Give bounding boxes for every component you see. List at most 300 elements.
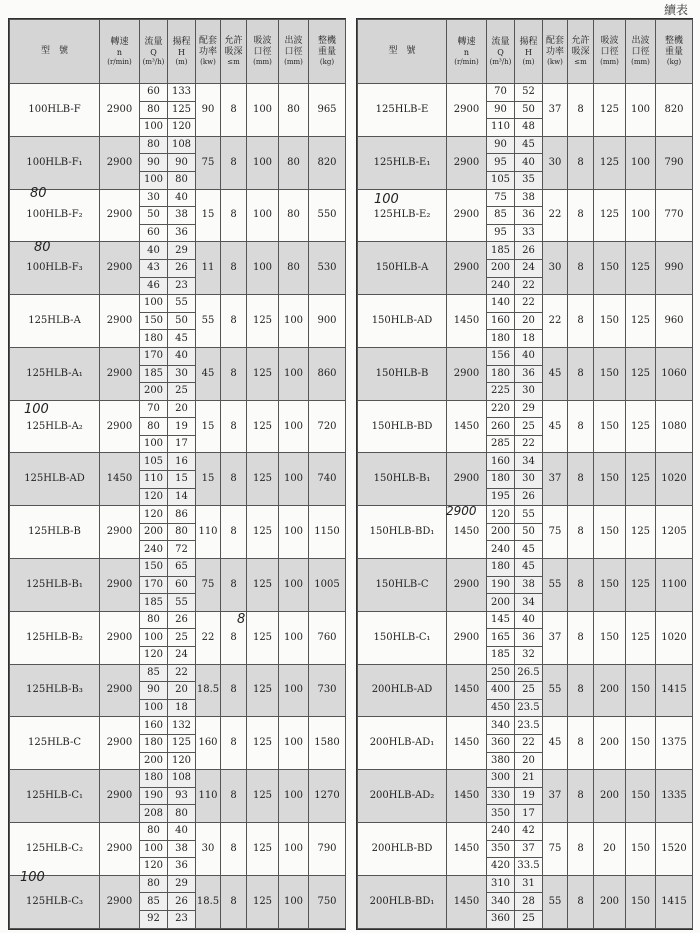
- head-cell: 120: [168, 752, 196, 770]
- outlet-cell: 100: [279, 347, 309, 400]
- head-cell: 60: [168, 576, 196, 594]
- flow-cell: 300: [487, 770, 515, 788]
- inlet-cell: 125: [247, 664, 279, 717]
- flow-cell: 200: [140, 752, 168, 770]
- speed-cell: 1450: [447, 506, 487, 559]
- inlet-cell: 125: [247, 453, 279, 506]
- model-cell: 125HLB-C₁: [10, 770, 100, 823]
- flow-cell: 100: [140, 119, 168, 137]
- inlet-cell: 150: [594, 506, 626, 559]
- header-power: 配套 功率 (kw): [543, 20, 568, 84]
- head-cell: 34: [515, 453, 543, 471]
- table-row: [358, 717, 693, 735]
- speed-cell: 2900: [100, 347, 140, 400]
- suction-cell: 8: [221, 611, 247, 664]
- head-cell: 45: [515, 541, 543, 559]
- outlet-cell: 150: [626, 664, 656, 717]
- inlet-cell: 100: [247, 242, 279, 295]
- inlet-cell: 125: [247, 770, 279, 823]
- header-suction: 允許 吸深 ≤m: [568, 20, 594, 84]
- suction-cell: 8: [221, 770, 247, 823]
- power-cell: 37: [543, 84, 568, 137]
- flow-cell: 46: [140, 277, 168, 295]
- header-suction: 允許 吸深 ≤m: [221, 20, 247, 84]
- flow-cell: 95: [487, 154, 515, 172]
- power-cell: 75: [196, 559, 221, 612]
- speed-cell: 2900: [447, 189, 487, 242]
- head-cell: 23: [168, 277, 196, 295]
- outlet-cell: 80: [279, 242, 309, 295]
- speed-cell: 2900: [447, 242, 487, 295]
- flow-cell: 80: [140, 418, 168, 436]
- head-cell: 125: [168, 101, 196, 119]
- handwritten-note-f2: 80: [30, 186, 47, 201]
- flow-cell: 310: [487, 875, 515, 893]
- head-cell: 25: [168, 629, 196, 647]
- table-row: [10, 770, 346, 788]
- speed-cell: 2900: [100, 84, 140, 137]
- power-cell: 110: [196, 770, 221, 823]
- head-cell: 21: [515, 770, 543, 788]
- power-cell: 30: [543, 136, 568, 189]
- table-row: [10, 453, 346, 471]
- head-cell: 29: [515, 400, 543, 418]
- flow-cell: 185: [140, 594, 168, 612]
- power-cell: 18.5: [196, 664, 221, 717]
- head-cell: 22: [515, 734, 543, 752]
- weight-cell: 1150: [309, 506, 346, 559]
- model-cell: 125HLB-C₂: [10, 822, 100, 875]
- flow-cell: 420: [487, 858, 515, 876]
- flow-cell: 90: [140, 154, 168, 172]
- header-model: 型 號: [10, 20, 100, 84]
- outlet-cell: 80: [279, 136, 309, 189]
- header-power: 配套 功率 (kw): [196, 20, 221, 84]
- flow-cell: 185: [487, 242, 515, 260]
- head-cell: 50: [515, 523, 543, 541]
- weight-cell: 790: [656, 136, 693, 189]
- head-cell: 17: [168, 435, 196, 453]
- speed-cell: 1450: [447, 400, 487, 453]
- flow-cell: 80: [140, 136, 168, 154]
- power-cell: 75: [543, 822, 568, 875]
- head-cell: 29: [168, 875, 196, 893]
- weight-cell: 1520: [656, 822, 693, 875]
- model-cell: 200HLB-BD: [358, 822, 447, 875]
- power-cell: 90: [196, 84, 221, 137]
- flow-cell: 450: [487, 699, 515, 717]
- power-cell: 45: [543, 347, 568, 400]
- model-cell: 200HLB-AD: [358, 664, 447, 717]
- head-cell: 36: [168, 858, 196, 876]
- head-cell: 22: [515, 277, 543, 295]
- suction-cell: 8: [221, 242, 247, 295]
- flow-cell: 120: [140, 647, 168, 665]
- weight-cell: 1375: [656, 717, 693, 770]
- speed-cell: 2900: [447, 136, 487, 189]
- weight-cell: 820: [656, 84, 693, 137]
- flow-cell: 180: [140, 330, 168, 348]
- flow-cell: 180: [487, 330, 515, 348]
- power-cell: 110: [196, 506, 221, 559]
- head-cell: 14: [168, 488, 196, 506]
- head-cell: 17: [515, 805, 543, 823]
- head-cell: 80: [168, 523, 196, 541]
- head-cell: 24: [168, 647, 196, 665]
- outlet-cell: 125: [626, 453, 656, 506]
- power-cell: 75: [543, 506, 568, 559]
- flow-cell: 150: [140, 559, 168, 577]
- inlet-cell: 125: [247, 717, 279, 770]
- outlet-cell: 80: [279, 84, 309, 137]
- model-cell: 100HLB-F₁: [10, 136, 100, 189]
- header-weight: 整機 重量 (kg): [309, 20, 346, 84]
- table-row: [358, 400, 693, 418]
- outlet-cell: 125: [626, 242, 656, 295]
- head-cell: 55: [168, 594, 196, 612]
- head-cell: 40: [515, 347, 543, 365]
- flow-cell: 165: [487, 629, 515, 647]
- header-row: [10, 20, 346, 84]
- head-cell: 40: [168, 347, 196, 365]
- power-cell: 15: [196, 453, 221, 506]
- power-cell: 11: [196, 242, 221, 295]
- model-cell: 150HLB-B: [358, 347, 447, 400]
- head-cell: 125: [168, 734, 196, 752]
- pump-spec-table-right: [357, 19, 693, 929]
- suction-cell: 8: [221, 295, 247, 348]
- flow-cell: 85: [487, 207, 515, 225]
- head-cell: 65: [168, 559, 196, 577]
- speed-cell: 2900: [100, 664, 140, 717]
- head-cell: 18: [515, 330, 543, 348]
- table-row: [358, 875, 693, 893]
- inlet-cell: 150: [594, 347, 626, 400]
- head-cell: 19: [515, 787, 543, 805]
- table-row: [10, 136, 346, 154]
- inlet-cell: 100: [247, 84, 279, 137]
- flow-cell: 80: [140, 875, 168, 893]
- table-row: [10, 506, 346, 524]
- power-cell: 22: [543, 295, 568, 348]
- head-cell: 20: [168, 400, 196, 418]
- weight-cell: 1060: [656, 347, 693, 400]
- model-cell: 125HLB-A₂: [10, 400, 100, 453]
- table-row: [10, 875, 346, 893]
- header-row: [358, 20, 693, 84]
- flow-cell: 105: [140, 453, 168, 471]
- header-inlet: 吸波 口徑 (mm): [247, 20, 279, 84]
- speed-cell: 1450: [447, 717, 487, 770]
- flow-cell: 150: [140, 312, 168, 330]
- outlet-cell: 100: [279, 822, 309, 875]
- table-row: [358, 189, 693, 207]
- head-cell: 23: [168, 910, 196, 928]
- speed-cell: 2900: [100, 295, 140, 348]
- flow-cell: 340: [487, 717, 515, 735]
- power-cell: 55: [196, 295, 221, 348]
- flow-cell: 250: [487, 664, 515, 682]
- head-cell: 40: [168, 189, 196, 207]
- flow-cell: 350: [487, 840, 515, 858]
- suction-cell: 8: [568, 822, 594, 875]
- weight-cell: 900: [309, 295, 346, 348]
- weight-cell: 1270: [309, 770, 346, 823]
- power-cell: 37: [543, 611, 568, 664]
- head-cell: 26: [515, 242, 543, 260]
- speed-cell: 2900: [447, 611, 487, 664]
- handwritten-note-e2: 100: [374, 192, 399, 207]
- flow-cell: 195: [487, 488, 515, 506]
- header-head: 揚程 H (m): [515, 20, 543, 84]
- continued-label: 續表: [663, 3, 688, 17]
- flow-cell: 200: [487, 594, 515, 612]
- table-row: [358, 295, 693, 313]
- model-cell: 200HLB-AD₁: [358, 717, 447, 770]
- flow-cell: 85: [140, 664, 168, 682]
- head-cell: 38: [168, 840, 196, 858]
- head-cell: 36: [168, 224, 196, 242]
- table-row: [10, 189, 346, 207]
- head-cell: 20: [515, 312, 543, 330]
- weight-cell: 550: [309, 189, 346, 242]
- head-cell: 93: [168, 787, 196, 805]
- suction-cell: 8: [568, 611, 594, 664]
- head-cell: 72: [168, 541, 196, 559]
- spec-table-right: [356, 18, 693, 930]
- head-cell: 37: [515, 840, 543, 858]
- header-outlet: 出波 口徑 (mm): [279, 20, 309, 84]
- outlet-cell: 125: [626, 295, 656, 348]
- table-row: [358, 611, 693, 629]
- flow-cell: 60: [140, 84, 168, 102]
- suction-cell: 8: [221, 84, 247, 137]
- flow-cell: 180: [487, 471, 515, 489]
- table-row: [10, 242, 346, 260]
- inlet-cell: 125: [247, 875, 279, 928]
- table-row: [358, 136, 693, 154]
- flow-cell: 220: [487, 400, 515, 418]
- inlet-cell: 200: [594, 770, 626, 823]
- spec-table-left: [8, 18, 346, 930]
- flow-cell: 240: [487, 822, 515, 840]
- head-cell: 80: [168, 171, 196, 189]
- flow-cell: 350: [487, 805, 515, 823]
- inlet-cell: 125: [247, 506, 279, 559]
- flow-cell: 90: [487, 101, 515, 119]
- outlet-cell: 125: [626, 347, 656, 400]
- header-weight: 整機 重量 (kg): [656, 20, 693, 84]
- outlet-cell: 100: [279, 717, 309, 770]
- head-cell: 18: [168, 699, 196, 717]
- speed-cell: 2900: [100, 400, 140, 453]
- speed-cell: 1450: [447, 822, 487, 875]
- power-cell: 37: [543, 453, 568, 506]
- inlet-cell: 125: [594, 84, 626, 137]
- flow-cell: 240: [487, 277, 515, 295]
- head-cell: 26.5: [515, 664, 543, 682]
- flow-cell: 160: [487, 312, 515, 330]
- flow-cell: 180: [140, 770, 168, 788]
- suction-cell: 8: [221, 453, 247, 506]
- weight-cell: 750: [309, 875, 346, 928]
- flow-cell: 120: [140, 858, 168, 876]
- weight-cell: 530: [309, 242, 346, 295]
- inlet-cell: 150: [594, 453, 626, 506]
- weight-cell: 860: [309, 347, 346, 400]
- flow-cell: 285: [487, 435, 515, 453]
- suction-cell: 8: [221, 136, 247, 189]
- table-row: [10, 822, 346, 840]
- head-cell: 42: [515, 822, 543, 840]
- table-row: [10, 400, 346, 418]
- head-cell: 25: [515, 682, 543, 700]
- inlet-cell: 125: [247, 611, 279, 664]
- head-cell: 108: [168, 770, 196, 788]
- inlet-cell: 125: [594, 136, 626, 189]
- suction-cell: 8: [568, 84, 594, 137]
- head-cell: 45: [168, 330, 196, 348]
- suction-cell: 8: [568, 875, 594, 928]
- table-row: [358, 242, 693, 260]
- flow-cell: 208: [140, 805, 168, 823]
- weight-cell: 960: [656, 295, 693, 348]
- power-cell: 22: [543, 189, 568, 242]
- model-cell: 125HLB-E₁: [358, 136, 447, 189]
- suction-cell: 8: [221, 875, 247, 928]
- suction-cell: 8: [221, 822, 247, 875]
- inlet-cell: 100: [247, 189, 279, 242]
- weight-cell: 1415: [656, 875, 693, 928]
- power-cell: 45: [196, 347, 221, 400]
- head-cell: 40: [168, 822, 196, 840]
- weight-cell: 990: [656, 242, 693, 295]
- flow-cell: 360: [487, 910, 515, 928]
- power-cell: 22: [196, 611, 221, 664]
- head-cell: 35: [515, 171, 543, 189]
- power-cell: 15: [196, 400, 221, 453]
- head-cell: 26: [168, 893, 196, 911]
- suction-cell: 8: [568, 242, 594, 295]
- model-cell: 125HLB-E₂: [358, 189, 447, 242]
- flow-cell: 90: [140, 682, 168, 700]
- pump-spec-table-left: [9, 19, 346, 929]
- power-cell: 55: [543, 664, 568, 717]
- flow-cell: 240: [487, 541, 515, 559]
- power-cell: 37: [543, 770, 568, 823]
- suction-cell: 8: [568, 295, 594, 348]
- flow-cell: 185: [140, 365, 168, 383]
- flow-cell: 170: [140, 576, 168, 594]
- flow-cell: 225: [487, 383, 515, 401]
- model-cell: 150HLB-B₁: [358, 453, 447, 506]
- handwritten-note-f3: 80: [34, 240, 51, 255]
- outlet-cell: 100: [626, 136, 656, 189]
- head-cell: 90: [168, 154, 196, 172]
- outlet-cell: 100: [279, 611, 309, 664]
- power-cell: 75: [196, 136, 221, 189]
- weight-cell: 1020: [656, 453, 693, 506]
- inlet-cell: 125: [594, 189, 626, 242]
- table-row: [358, 453, 693, 471]
- inlet-cell: 150: [594, 295, 626, 348]
- suction-cell: 8: [568, 400, 594, 453]
- inlet-cell: 150: [594, 242, 626, 295]
- inlet-cell: 200: [594, 664, 626, 717]
- header-inlet: 吸波 口徑 (mm): [594, 20, 626, 84]
- header-flow: 流量 Q (m³/h): [140, 20, 168, 84]
- flow-cell: 30: [140, 189, 168, 207]
- flow-cell: 200: [487, 259, 515, 277]
- flow-cell: 80: [140, 101, 168, 119]
- head-cell: 33: [515, 224, 543, 242]
- flow-cell: 85: [140, 893, 168, 911]
- speed-cell: 2900: [447, 453, 487, 506]
- model-cell: 125HLB-A₁: [10, 347, 100, 400]
- outlet-cell: 100: [279, 506, 309, 559]
- header-head: 揚程 H (m): [168, 20, 196, 84]
- head-cell: 22: [515, 295, 543, 313]
- speed-cell: 1450: [447, 664, 487, 717]
- suction-cell: 8: [221, 400, 247, 453]
- flow-cell: 145: [487, 611, 515, 629]
- head-cell: 28: [515, 893, 543, 911]
- flow-cell: 80: [140, 611, 168, 629]
- head-cell: 38: [515, 189, 543, 207]
- model-cell: 150HLB-C₁: [358, 611, 447, 664]
- power-cell: 55: [543, 559, 568, 612]
- flow-cell: 340: [487, 893, 515, 911]
- outlet-cell: 125: [626, 611, 656, 664]
- model-cell: 150HLB-AD: [358, 295, 447, 348]
- speed-cell: 1450: [100, 453, 140, 506]
- flow-cell: 100: [140, 699, 168, 717]
- table-row: [10, 347, 346, 365]
- flow-cell: 360: [487, 734, 515, 752]
- head-cell: 33.5: [515, 858, 543, 876]
- flow-cell: 185: [487, 647, 515, 665]
- flow-cell: 95: [487, 224, 515, 242]
- suction-cell: 8: [221, 559, 247, 612]
- speed-cell: 2900: [447, 84, 487, 137]
- flow-cell: 180: [140, 734, 168, 752]
- head-cell: 20: [515, 752, 543, 770]
- head-cell: 50: [168, 312, 196, 330]
- head-cell: 22: [168, 664, 196, 682]
- flow-cell: 90: [487, 136, 515, 154]
- outlet-cell: 100: [279, 295, 309, 348]
- header-model: 型 號: [358, 20, 447, 84]
- outlet-cell: 100: [279, 770, 309, 823]
- flow-cell: 200: [487, 523, 515, 541]
- model-cell: 125HLB-C: [10, 717, 100, 770]
- weight-cell: 1415: [656, 664, 693, 717]
- head-cell: 133: [168, 84, 196, 102]
- head-cell: 25: [515, 910, 543, 928]
- weight-cell: 1335: [656, 770, 693, 823]
- model-cell: 150HLB-C: [358, 559, 447, 612]
- speed-cell: 2900: [100, 875, 140, 928]
- flow-cell: 110: [140, 471, 168, 489]
- head-cell: 15: [168, 471, 196, 489]
- model-cell: 100HLB-F₂: [10, 189, 100, 242]
- suction-cell: 8: [568, 189, 594, 242]
- speed-cell: 2900: [100, 189, 140, 242]
- speed-cell: 2900: [100, 136, 140, 189]
- head-cell: 36: [515, 207, 543, 225]
- head-cell: 80: [168, 805, 196, 823]
- suction-cell: 8: [221, 506, 247, 559]
